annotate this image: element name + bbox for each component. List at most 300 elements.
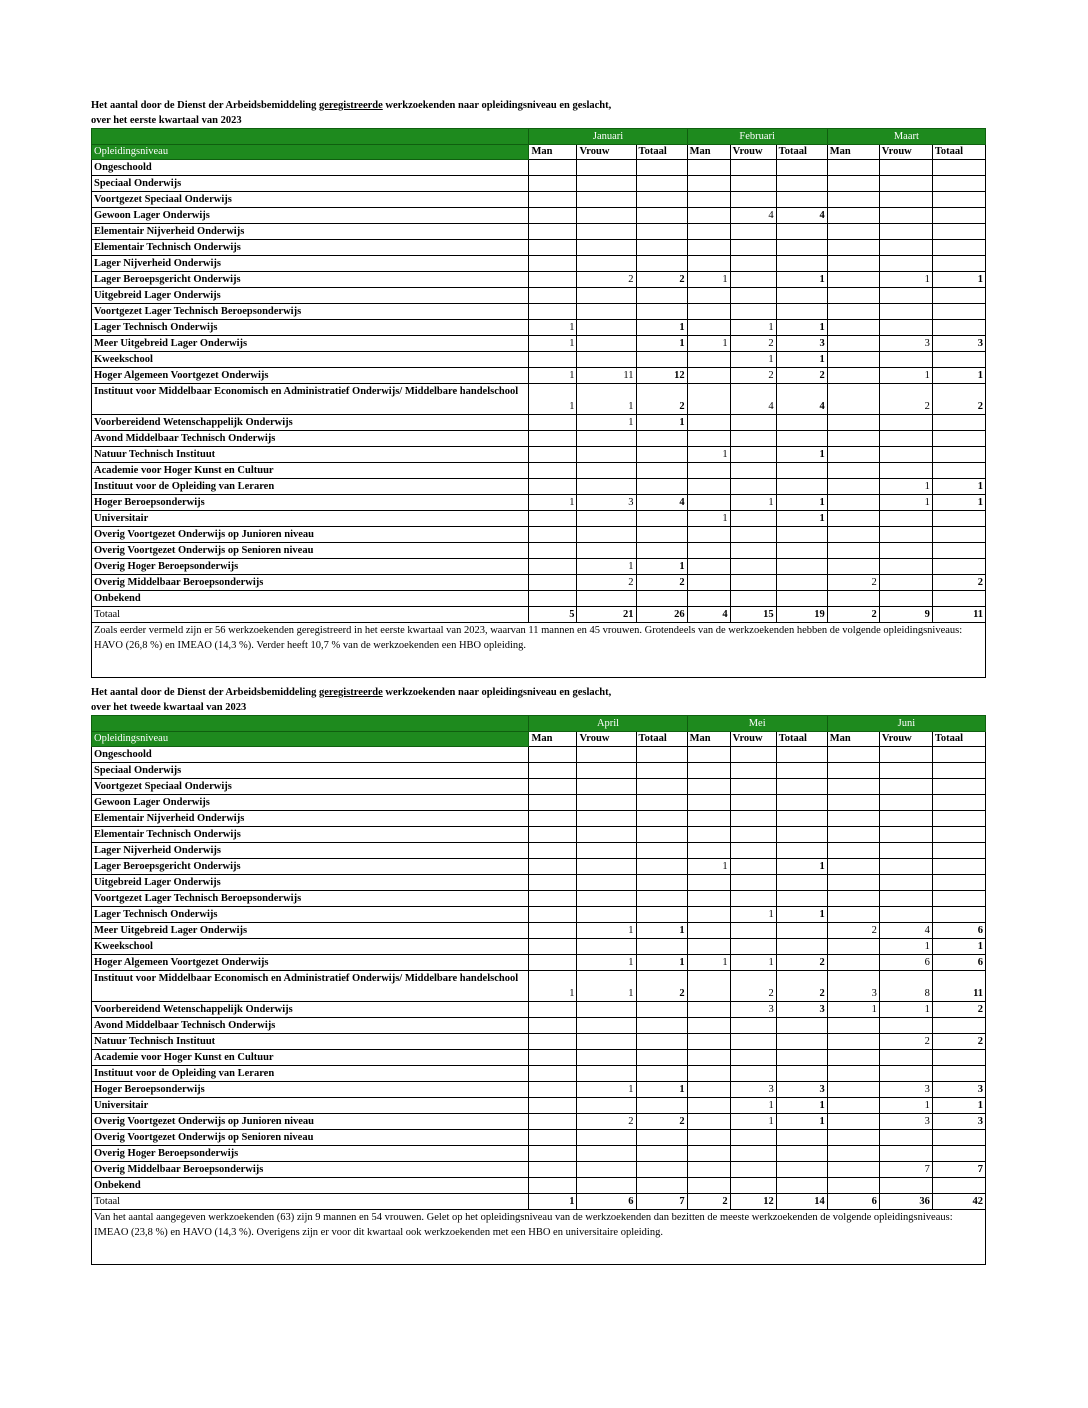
table-row xyxy=(92,543,986,559)
value-cell xyxy=(577,795,636,811)
value-cell xyxy=(776,431,827,447)
value-cell xyxy=(687,939,730,955)
table-row xyxy=(92,1098,986,1114)
value-cell xyxy=(827,795,879,811)
value-cell xyxy=(529,1130,577,1146)
table-row xyxy=(92,368,986,384)
table-row xyxy=(92,1178,986,1194)
value-cell xyxy=(730,1130,776,1146)
table-row xyxy=(92,891,986,907)
value-cell xyxy=(529,527,577,543)
value-cell xyxy=(776,575,827,591)
value-cell: 1 xyxy=(636,955,687,971)
value-cell xyxy=(577,320,636,336)
month-header: Februari xyxy=(687,129,827,145)
value-cell xyxy=(776,176,827,192)
value-cell: 1 xyxy=(636,1082,687,1098)
value-cell xyxy=(827,479,879,495)
row-label: Voorbereidend Wetenschappelijk Onderwijs xyxy=(92,415,529,431)
value-cell xyxy=(730,559,776,575)
value-cell: 4 xyxy=(776,208,827,224)
value-cell xyxy=(636,859,687,875)
section-q2 xyxy=(91,685,986,1265)
total-value: 2 xyxy=(687,1194,730,1210)
value-cell xyxy=(879,907,932,923)
row-label: Universitair xyxy=(92,1098,529,1114)
value-cell xyxy=(879,891,932,907)
value-cell xyxy=(827,859,879,875)
value-cell: 1 xyxy=(776,907,827,923)
value-cell xyxy=(827,160,879,176)
value-cell xyxy=(827,1034,879,1050)
value-cell: 1 xyxy=(776,1114,827,1130)
column-header-row xyxy=(92,732,986,747)
value-cell: 8 xyxy=(879,971,932,1002)
row-label: Elementair Technisch Onderwijs xyxy=(92,240,529,256)
value-cell xyxy=(636,591,687,607)
value-cell: 4 xyxy=(730,384,776,415)
value-cell: 2 xyxy=(776,368,827,384)
value-cell xyxy=(879,511,932,527)
value-cell xyxy=(577,891,636,907)
value-cell xyxy=(687,463,730,479)
value-cell xyxy=(577,591,636,607)
value-cell xyxy=(932,288,985,304)
value-cell: 2 xyxy=(636,272,687,288)
row-label: Voortgezet Lager Technisch Beroepsonderwijs xyxy=(92,891,529,907)
value-cell xyxy=(827,527,879,543)
value-cell xyxy=(636,1018,687,1034)
value-cell xyxy=(827,1130,879,1146)
summary-note: Zoals eerder vermeld zijn er 56 werkzoekenden geregistreerd in het eerste kwartaal van 2023, waarvan 11 mannen en 45 vrouwen. Grotendeels van de werkzoekenden hebben de volgende opleidingsniveaus: HAVO (26,8 %) en IMEAO (14,3 %). Verder heeft 10,7 % van de werkzoekenden een HBO opleiding. xyxy=(92,623,986,678)
value-cell xyxy=(879,304,932,320)
value-cell xyxy=(636,1002,687,1018)
value-cell: 4 xyxy=(776,384,827,415)
value-cell xyxy=(879,256,932,272)
value-cell xyxy=(529,575,577,591)
row-label: Overig Voortgezet Onderwijs op Junioren niveau xyxy=(92,527,529,543)
value-cell xyxy=(776,843,827,859)
value-cell xyxy=(730,1162,776,1178)
value-cell xyxy=(730,859,776,875)
value-cell xyxy=(879,1130,932,1146)
value-cell xyxy=(636,240,687,256)
month-header-row xyxy=(92,129,986,145)
value-cell xyxy=(687,527,730,543)
value-cell xyxy=(827,304,879,320)
value-cell xyxy=(529,1050,577,1066)
value-cell: 6 xyxy=(932,955,985,971)
value-cell: 12 xyxy=(636,368,687,384)
value-cell xyxy=(687,288,730,304)
value-cell xyxy=(932,192,985,208)
value-cell: 3 xyxy=(879,1114,932,1130)
value-cell xyxy=(776,240,827,256)
value-cell xyxy=(687,763,730,779)
value-cell xyxy=(932,1050,985,1066)
value-cell xyxy=(730,527,776,543)
value-cell xyxy=(827,320,879,336)
total-value: 15 xyxy=(730,607,776,623)
month-header: Juni xyxy=(827,716,985,732)
value-cell xyxy=(776,1162,827,1178)
value-cell xyxy=(730,463,776,479)
value-cell xyxy=(879,779,932,795)
value-cell: 1 xyxy=(577,923,636,939)
value-cell xyxy=(687,368,730,384)
value-cell xyxy=(730,1178,776,1194)
value-cell xyxy=(932,559,985,575)
value-cell xyxy=(577,1066,636,1082)
value-cell: 2 xyxy=(577,272,636,288)
table-row xyxy=(92,463,986,479)
value-cell xyxy=(932,256,985,272)
table-row xyxy=(92,843,986,859)
value-cell xyxy=(932,779,985,795)
value-cell: 1 xyxy=(730,1098,776,1114)
value-cell xyxy=(879,1178,932,1194)
value-cell xyxy=(577,336,636,352)
value-cell xyxy=(687,1066,730,1082)
value-cell xyxy=(730,575,776,591)
value-cell: 1 xyxy=(776,1098,827,1114)
value-cell xyxy=(879,415,932,431)
value-cell xyxy=(932,463,985,479)
value-cell: 2 xyxy=(730,971,776,1002)
subcolumn-header: Totaal xyxy=(776,145,827,160)
value-cell xyxy=(529,1018,577,1034)
value-cell xyxy=(687,891,730,907)
row-label: Overig Hoger Beroepsonderwijs xyxy=(92,1146,529,1162)
total-value: 6 xyxy=(577,1194,636,1210)
table-row xyxy=(92,939,986,955)
value-cell xyxy=(730,891,776,907)
value-cell xyxy=(827,224,879,240)
note-row xyxy=(92,623,986,678)
value-cell xyxy=(636,939,687,955)
value-cell xyxy=(827,208,879,224)
value-cell: 1 xyxy=(687,447,730,463)
value-cell xyxy=(687,256,730,272)
value-cell xyxy=(687,779,730,795)
value-cell xyxy=(730,511,776,527)
note-row xyxy=(92,1210,986,1265)
value-cell xyxy=(636,479,687,495)
value-cell: 1 xyxy=(687,336,730,352)
row-label: Lager Beroepsgericht Onderwijs xyxy=(92,859,529,875)
value-cell xyxy=(730,240,776,256)
value-cell xyxy=(687,795,730,811)
value-cell xyxy=(932,511,985,527)
section-heading xyxy=(91,98,986,128)
value-cell: 1 xyxy=(636,336,687,352)
subcolumn-header: Vrouw xyxy=(577,145,636,160)
value-cell xyxy=(730,447,776,463)
row-label: Overig Voortgezet Onderwijs op Senioren niveau xyxy=(92,543,529,559)
value-cell xyxy=(827,256,879,272)
total-value: 19 xyxy=(776,607,827,623)
row-label: Meer Uitgebreid Lager Onderwijs xyxy=(92,923,529,939)
value-cell xyxy=(730,1066,776,1082)
table-row xyxy=(92,1082,986,1098)
value-cell xyxy=(827,431,879,447)
value-cell xyxy=(776,1018,827,1034)
value-cell xyxy=(776,559,827,575)
value-cell xyxy=(879,160,932,176)
value-cell xyxy=(577,939,636,955)
value-cell xyxy=(636,160,687,176)
subcolumn-header: Man xyxy=(687,145,730,160)
value-cell: 2 xyxy=(879,1034,932,1050)
value-cell xyxy=(730,843,776,859)
value-cell xyxy=(687,1050,730,1066)
value-cell xyxy=(879,1050,932,1066)
value-cell: 1 xyxy=(730,955,776,971)
value-cell xyxy=(577,907,636,923)
value-cell xyxy=(529,779,577,795)
subcolumn-header: Man xyxy=(827,732,879,747)
value-cell: 1 xyxy=(577,559,636,575)
value-cell: 1 xyxy=(577,955,636,971)
value-cell: 2 xyxy=(636,384,687,415)
value-cell xyxy=(879,463,932,479)
value-cell: 3 xyxy=(827,971,879,1002)
value-cell: 1 xyxy=(879,368,932,384)
value-cell xyxy=(932,160,985,176)
data-table xyxy=(91,715,986,1265)
value-cell xyxy=(730,543,776,559)
value-cell xyxy=(529,923,577,939)
value-cell: 3 xyxy=(730,1002,776,1018)
value-cell xyxy=(529,304,577,320)
value-cell: 1 xyxy=(529,368,577,384)
row-label: Speciaal Onderwijs xyxy=(92,176,529,192)
value-cell xyxy=(776,923,827,939)
value-cell xyxy=(687,1130,730,1146)
value-cell xyxy=(577,527,636,543)
value-cell xyxy=(730,224,776,240)
value-cell xyxy=(932,1178,985,1194)
value-cell xyxy=(529,1098,577,1114)
row-label: Overig Middelbaar Beroepsonderwijs xyxy=(92,575,529,591)
row-label: Speciaal Onderwijs xyxy=(92,763,529,779)
value-cell xyxy=(687,1098,730,1114)
month-header-row xyxy=(92,716,986,732)
value-cell xyxy=(776,160,827,176)
value-cell xyxy=(730,779,776,795)
value-cell xyxy=(529,875,577,891)
value-cell: 1 xyxy=(776,272,827,288)
value-cell: 2 xyxy=(636,575,687,591)
table-row xyxy=(92,1002,986,1018)
header-blank xyxy=(92,716,529,732)
value-cell: 2 xyxy=(827,575,879,591)
value-cell xyxy=(529,463,577,479)
total-value: 6 xyxy=(827,1194,879,1210)
value-cell xyxy=(577,875,636,891)
value-cell xyxy=(827,1178,879,1194)
value-cell xyxy=(827,1114,879,1130)
row-label: Lager Nijverheid Onderwijs xyxy=(92,256,529,272)
value-cell xyxy=(776,779,827,795)
value-cell xyxy=(636,1034,687,1050)
total-label: Totaal xyxy=(92,607,529,623)
value-cell xyxy=(687,352,730,368)
row-label: Instituut voor de Opleiding van Leraren xyxy=(92,479,529,495)
value-cell: 1 xyxy=(577,1082,636,1098)
value-cell xyxy=(730,479,776,495)
table-row xyxy=(92,1066,986,1082)
row-label: Academie voor Hoger Kunst en Cultuur xyxy=(92,1050,529,1066)
value-cell xyxy=(879,208,932,224)
value-cell xyxy=(636,747,687,763)
table-row xyxy=(92,511,986,527)
value-cell xyxy=(932,763,985,779)
value-cell xyxy=(730,939,776,955)
value-cell xyxy=(529,763,577,779)
value-cell xyxy=(932,240,985,256)
value-cell: 2 xyxy=(730,336,776,352)
value-cell xyxy=(776,415,827,431)
value-cell xyxy=(827,463,879,479)
value-cell xyxy=(879,352,932,368)
table-row xyxy=(92,256,986,272)
value-cell xyxy=(636,208,687,224)
value-cell xyxy=(529,431,577,447)
data-table xyxy=(91,128,986,678)
value-cell xyxy=(932,1018,985,1034)
table-row xyxy=(92,384,986,415)
value-cell xyxy=(932,352,985,368)
table-row xyxy=(92,811,986,827)
subcolumn-header: Totaal xyxy=(932,145,985,160)
row-label: Overig Voortgezet Onderwijs op Senioren niveau xyxy=(92,1130,529,1146)
value-cell xyxy=(730,747,776,763)
table-row xyxy=(92,479,986,495)
value-cell xyxy=(879,811,932,827)
value-cell xyxy=(932,1130,985,1146)
total-value: 42 xyxy=(932,1194,985,1210)
value-cell xyxy=(577,763,636,779)
value-cell xyxy=(687,591,730,607)
table-row xyxy=(92,288,986,304)
value-cell xyxy=(827,1018,879,1034)
value-cell: 4 xyxy=(636,495,687,511)
table-row xyxy=(92,160,986,176)
value-cell: 2 xyxy=(932,384,985,415)
heading-text: Het aantal door de Dienst der Arbeidsbemiddeling xyxy=(91,100,320,111)
table-row xyxy=(92,1018,986,1034)
value-cell xyxy=(577,192,636,208)
value-cell xyxy=(879,447,932,463)
value-cell xyxy=(879,859,932,875)
value-cell xyxy=(529,256,577,272)
value-cell xyxy=(636,543,687,559)
value-cell xyxy=(687,559,730,575)
value-cell xyxy=(827,447,879,463)
value-cell xyxy=(636,527,687,543)
value-cell xyxy=(776,891,827,907)
value-cell xyxy=(776,256,827,272)
value-cell xyxy=(577,1178,636,1194)
value-cell: 1 xyxy=(730,907,776,923)
value-cell xyxy=(827,559,879,575)
value-cell xyxy=(687,575,730,591)
value-cell xyxy=(879,320,932,336)
value-cell xyxy=(827,192,879,208)
row-label: Instituut voor Middelbaar Economisch en Administratief Onderwijs/ Middelbare handelschool xyxy=(92,971,529,1002)
table-row xyxy=(92,447,986,463)
value-cell xyxy=(776,939,827,955)
value-cell xyxy=(879,224,932,240)
value-cell xyxy=(687,208,730,224)
value-cell xyxy=(730,795,776,811)
value-cell xyxy=(687,320,730,336)
value-cell: 3 xyxy=(932,1082,985,1098)
value-cell xyxy=(827,875,879,891)
heading-text: Het aantal door de Dienst der Arbeidsbemiddeling xyxy=(91,687,320,698)
value-cell xyxy=(730,176,776,192)
value-cell: 1 xyxy=(529,336,577,352)
value-cell xyxy=(636,827,687,843)
value-cell xyxy=(577,304,636,320)
value-cell: 1 xyxy=(776,511,827,527)
value-cell xyxy=(932,875,985,891)
value-cell: 2 xyxy=(827,923,879,939)
subcolumn-header: Vrouw xyxy=(879,145,932,160)
value-cell xyxy=(827,591,879,607)
subcolumn-header: Man xyxy=(827,145,879,160)
value-cell xyxy=(636,304,687,320)
column-header-row xyxy=(92,145,986,160)
row-label: Lager Technisch Onderwijs xyxy=(92,320,529,336)
value-cell xyxy=(687,304,730,320)
value-cell xyxy=(687,1114,730,1130)
value-cell xyxy=(776,795,827,811)
value-cell: 3 xyxy=(879,1082,932,1098)
value-cell: 1 xyxy=(776,352,827,368)
value-cell: 1 xyxy=(932,939,985,955)
value-cell: 3 xyxy=(879,336,932,352)
value-cell xyxy=(730,192,776,208)
value-cell xyxy=(529,939,577,955)
value-cell xyxy=(577,1002,636,1018)
value-cell xyxy=(529,192,577,208)
subcolumn-header: Totaal xyxy=(932,732,985,747)
row-label: Ongeschoold xyxy=(92,160,529,176)
value-cell xyxy=(776,192,827,208)
value-cell xyxy=(687,384,730,415)
value-cell: 1 xyxy=(529,384,577,415)
value-cell xyxy=(577,827,636,843)
value-cell: 1 xyxy=(879,1002,932,1018)
row-label: Ongeschoold xyxy=(92,747,529,763)
value-cell xyxy=(827,415,879,431)
value-cell xyxy=(577,176,636,192)
table-row xyxy=(92,304,986,320)
value-cell xyxy=(636,192,687,208)
value-cell: 2 xyxy=(879,384,932,415)
value-cell xyxy=(879,591,932,607)
value-cell xyxy=(827,891,879,907)
value-cell: 2 xyxy=(776,971,827,1002)
value-cell xyxy=(932,176,985,192)
value-cell xyxy=(687,1162,730,1178)
value-cell xyxy=(776,1050,827,1066)
value-cell xyxy=(636,795,687,811)
value-cell xyxy=(636,1146,687,1162)
value-cell xyxy=(577,160,636,176)
